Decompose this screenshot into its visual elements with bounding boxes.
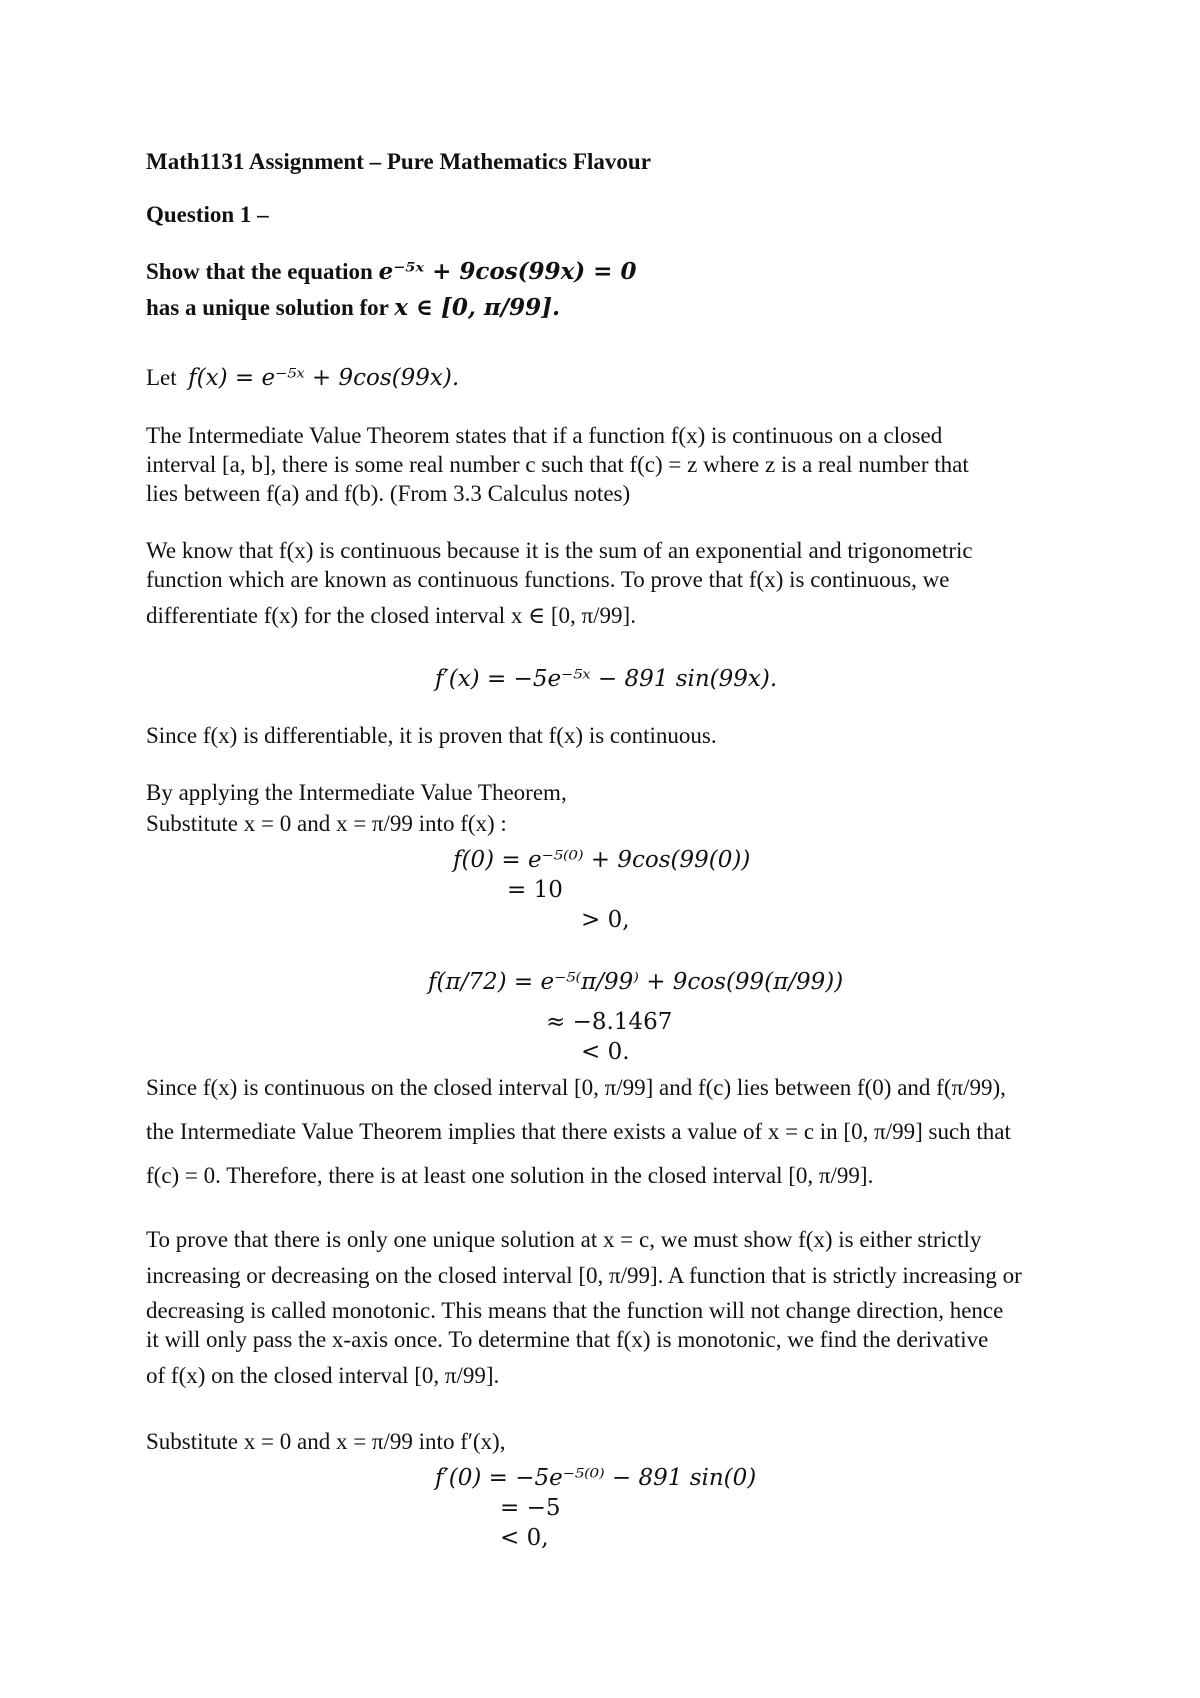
f-prime-zero-line-3: < 0, — [500, 1525, 549, 1551]
question-equation: e⁻⁵ˣ + 9cos(99x) = 0 — [378, 258, 637, 285]
f-zero-line-2: = 10 — [507, 877, 563, 903]
uniqueness-line-1: To prove that there is only one unique solution at x = c, we must show f(x) is either strictly — [146, 1227, 982, 1252]
substitute-line-2: Substitute x = 0 and x = π/99 into f′(x), — [146, 1429, 506, 1454]
ivt-line-3: lies between f(a) and f(b). (From 3.3 Calculus notes) — [146, 481, 631, 506]
f-zero-line-1: f(0) = e⁻⁵⁽⁰⁾ + 9cos(99(0)) — [453, 847, 751, 873]
question-statement-line-1: Show that the equation e⁻⁵ˣ + 9cos(99x) = 0 — [146, 258, 637, 285]
derivative-equation: f′(x) = −5e⁻⁵ˣ − 891 sin(99x). — [435, 666, 778, 692]
apply-ivt-line: By applying the Intermediate Value Theorem, — [146, 780, 567, 805]
f-prime-zero-line-2: = −5 — [500, 1495, 561, 1521]
continuity-line-2: function which are known as continuous functions. To prove that f(x) is continuous, we — [146, 567, 950, 592]
f-pi-line-2: ≈ −8.1467 — [546, 1009, 673, 1035]
differentiable-statement: Since f(x) is differentiable, it is proven that f(x) is continuous. — [146, 723, 717, 748]
uniqueness-line-4: it will only pass the x-axis once. To determine that f(x) is monotonic, we find the derivative — [146, 1327, 989, 1352]
uniqueness-line-3: decreasing is called monotonic. This means that the function will not change direction, hence — [146, 1298, 1004, 1323]
question-interval: x ∈ [0, π/99]. — [394, 294, 560, 321]
function-definition: f(x) = e⁻⁵ˣ + 9cos(99x). — [188, 365, 460, 391]
continuity-line-1: We know that f(x) is continuous because it is the sum of an exponential and trigonometric — [146, 538, 973, 563]
f-pi-line-1: f(π/72) = e⁻⁵⁽π/99⁾ + 9cos(99(π/99)) — [428, 969, 844, 995]
ivt-line-2: interval [a, b], there is some real number c such that f(c) = z where z is a real number that — [146, 452, 969, 477]
conclusion-line-2: the Intermediate Value Theorem implies that there exists a value of x = c in [0, π/99] such that — [146, 1119, 1011, 1144]
ivt-line-1: The Intermediate Value Theorem states that if a function f(x) is continuous on a closed — [146, 423, 943, 448]
conclusion-line-1: Since f(x) is continuous on the closed interval [0, π/99] and f(c) lies between f(0) and f(π/99), — [146, 1075, 1006, 1100]
uniqueness-line-5: of f(x) on the closed interval [0, π/99]. — [146, 1363, 500, 1388]
question-statement-line-2: has a unique solution for x ∈ [0, π/99]. — [146, 294, 560, 321]
conclusion-line-3: f(c) = 0. Therefore, there is at least one solution in the closed interval [0, π/99]. — [146, 1163, 874, 1188]
substitute-line-1: Substitute x = 0 and x = π/99 into f(x) : — [146, 811, 507, 836]
continuity-line-3: differentiate f(x) for the closed interval x ∈ [0, π/99]. — [146, 603, 636, 628]
f-prime-zero-line-1: f′(0) = −5e⁻⁵⁽⁰⁾ − 891 sin(0) — [435, 1465, 757, 1491]
f-zero-line-3: > 0, — [581, 907, 630, 933]
document-title: Math1131 Assignment – Pure Mathematics Flavour — [146, 149, 651, 174]
uniqueness-line-2: increasing or decreasing on the closed interval [0, π/99]. A function that is strictly increasing or — [146, 1263, 1022, 1288]
let-definition: Let f(x) = e⁻⁵ˣ + 9cos(99x). — [146, 365, 460, 391]
question-heading: Question 1 – — [146, 202, 269, 227]
f-pi-line-3: < 0. — [581, 1039, 630, 1065]
